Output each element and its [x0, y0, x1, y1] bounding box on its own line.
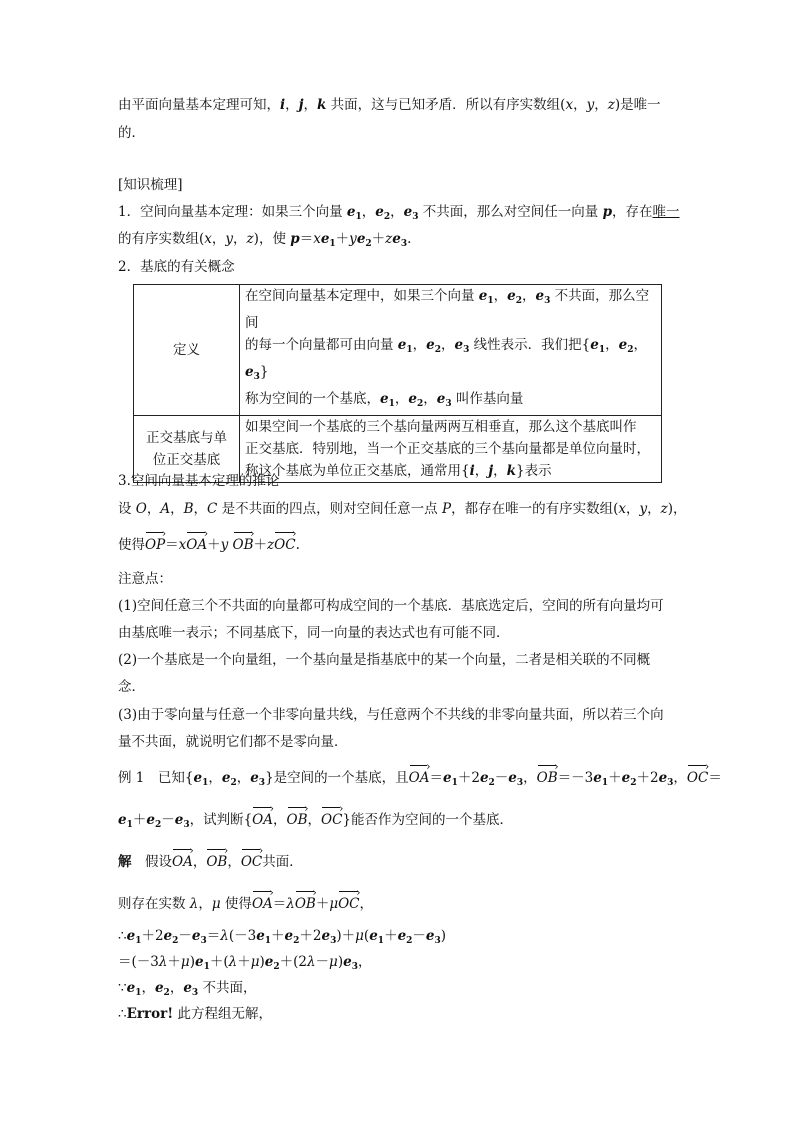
- note-1-line-2: 由基底唯一表示；不同基底下，同一向量的表达式也有可能不同．: [118, 625, 510, 641]
- note-2-line-2: 念．: [118, 679, 145, 695]
- point-2-heading: 2．基底的有关概念: [118, 259, 235, 275]
- point-3-line-1: 设 O，A，B，C 是不共面的四点，则对空间任意一点 P，都存在唯一的有序实数组(x，y，z)，: [118, 501, 687, 517]
- point-3-line-2: 使得OP ›＝xOA ›＋y OB ›＋zOC ›.: [118, 533, 300, 555]
- row-content-orthogonal: 如果空间一个基底的三个基向量两两互相垂直，那么这个基底叫作 正交基底．特别地，当一个正交基底的三个基向量都是单位向量时， 称这个基底为单位正交基底，通常用{i，j，k}表示: [240, 416, 662, 483]
- row-content-definition: 在空间向量基本定理中，如果三个向量 $e_1$，$e_2$，$e_3$ 不共面，那么空间 的每一个向量都可由向量 $e_1$，$e_2$，$e_3$ 线性表示．我们把{$e_1$，$e_2$，$e_3$} 称为空间的一个基底，$e_1$，$e_2$，$e_3$ 叫作基向量: [240, 285, 662, 416]
- note-1-line-1: (1)空间任意三个不共面的向量都可构成空间的一个基底．基底选定后，空间的所有向量均可: [118, 598, 664, 614]
- example-1-line-1: 例 1 已知{$e_1$，$e_2$，$e_3$}是空间的一个基底，且OA $›=e_1+2e_2-e_3$，OB $›=-3e_1+e_2+2e_3$，OC ›＝: [118, 766, 722, 793]
- intro-line-1: 由平面向量基本定理可知，i，j，k 共面，这与已知矛盾．所以有序实数组(x，y，z)是唯一: [118, 97, 661, 113]
- point-1-line-1: 1．空间向量基本定理：如果三个向量 $e_1$，$e_2$，$e_3$ 不共面，那么对空间任一向量 p，存在唯一: [118, 204, 680, 222]
- row-header-definition: 定义: [134, 285, 240, 416]
- intro-line-2: 的．: [118, 125, 145, 141]
- notes-title: 注意点：: [118, 571, 172, 587]
- basis-definition-table: [133, 284, 662, 483]
- note-3-line-1: (3)由于零向量与任意一个非零向量共线，与任意两个不共线的非零向量共面，所以若三个向: [118, 707, 664, 723]
- section-title: [知识梳理]: [118, 177, 183, 193]
- example-1-line-2: $e_1+e_2-e_3$，试判断{OA ›，OB ›，OC ›}能否作为空间的一个基底．: [118, 808, 513, 835]
- point-1-line-2: 的有序实数组(x，y，z)，使 $p=xe_1+ye_2+ze_3$.: [118, 231, 412, 249]
- solution-line-1: 解 假设OA ›，OB ›，OC ›共面．: [118, 850, 303, 872]
- solution-line-4: $=(-3\lambda+\mu)e_1+(\lambda+\mu)e_2+(2\lambda-\mu)e_3$，: [118, 954, 372, 972]
- solution-line-6: ∴Error! 此方程组无解，: [118, 1006, 272, 1022]
- solution-line-3: $\therefore e_1+2e_2-e_3=\lambda(-3e_1+e_2+2e_3)+\mu(e_1+e_2-e_3)$: [118, 928, 447, 946]
- note-2-line-1: (2)一个基底是一个向量组，一个基向量是指基底中的某一个向量，二者是相关联的不同概: [118, 652, 651, 668]
- note-3-line-2: 量不共面，就说明它们都不是零向量．: [118, 734, 348, 750]
- solution-line-2: 则存在实数 λ，μ 使得OA ›＝λOB ›＋μOC ›，: [118, 892, 373, 914]
- point-3-title: 3.空间向量基本定理的推论: [118, 473, 280, 489]
- table-row: [134, 285, 662, 416]
- solution-line-5: $\because e_1$，$e_2$，$e_3$ 不共面，: [118, 980, 257, 998]
- row-header-orthogonal: 正交基底与单 位正交基底: [134, 416, 240, 483]
